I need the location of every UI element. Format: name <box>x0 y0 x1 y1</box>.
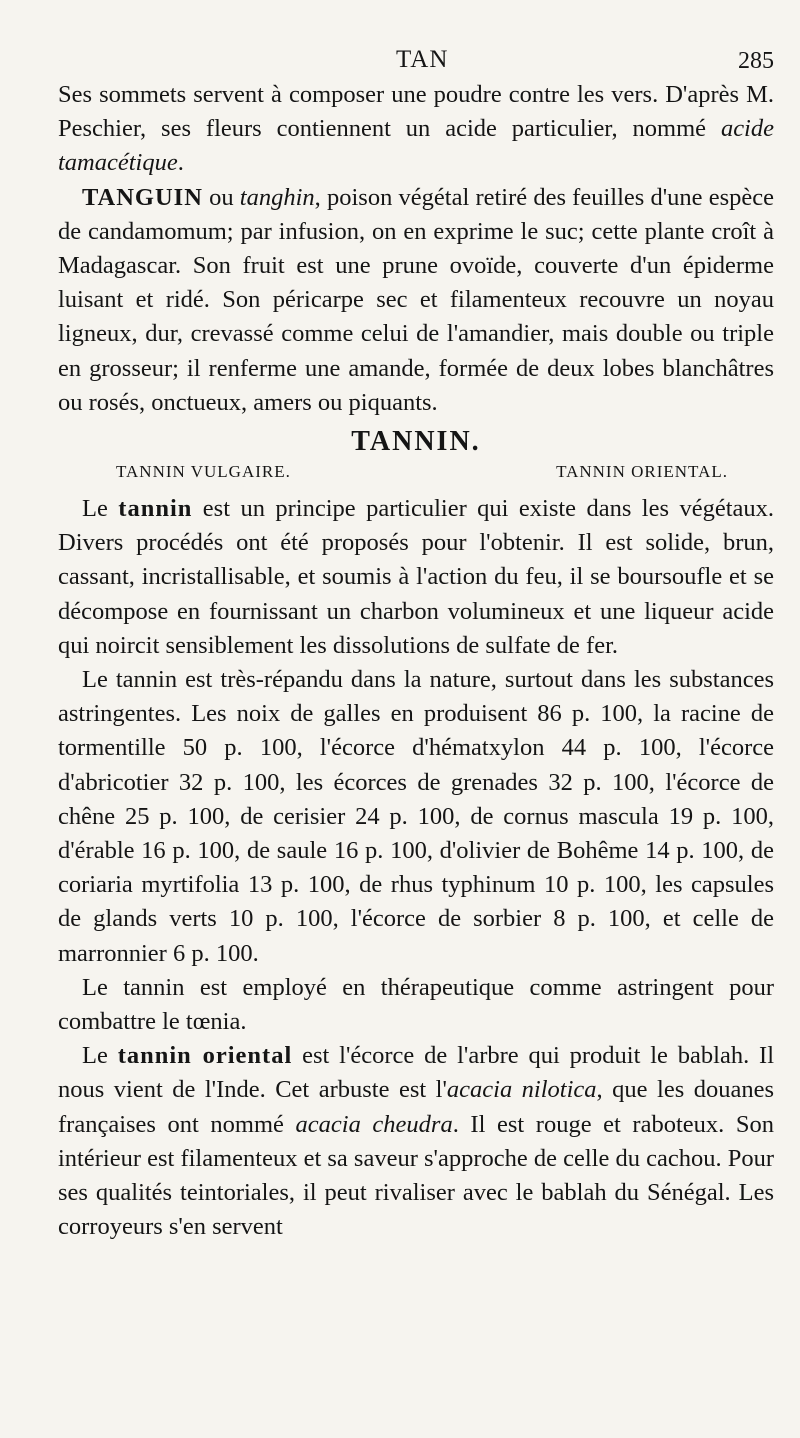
paragraph-tannin-oriental <box>58 1039 774 1244</box>
paragraph-tannin-therapy: Le tannin est employé en thérapeutique comme astringent pour combattre le tœnia. <box>58 973 774 1036</box>
section-heading: TANNIN. <box>351 426 481 458</box>
running-header <box>58 38 774 78</box>
para2-text-b: , poison végétal retiré des feuilles d'une espèce de candamomum; par infusion, on en exprime le suc; cette plante croît à Madagascar. Son fruit est une prune ovoïde, couverte d'un épiderme luisant et ridé. Son péricarpe sec et filamenteux recouvre un noyau ligneux, dur, crevassé comme celui de l'amandier, mais double ou triple en grosseur; il renferme une amande, formée de deux lobes blanchâtres ou rosés, onctueux, amers ou piquants. <box>58 183 774 416</box>
paragraph-tamacetique <box>58 78 774 181</box>
para6-text-c: , que les douanes françaises ont nommé <box>58 1076 775 1138</box>
para1-text-b: . <box>177 149 184 177</box>
para3-text-a: Le <box>82 495 119 523</box>
page-number: 285 <box>738 48 774 74</box>
para6-text-a: Le <box>82 1042 118 1070</box>
para6-italic-a: acacia nilotica <box>446 1076 597 1104</box>
paragraph-tanguin <box>58 181 774 420</box>
subheadings <box>116 462 728 482</box>
para6-text-d: . Il est rouge et raboteux. Son intérieur est filamenteux et sa saveur s'approche de celle du cachou. Pour ses qualités teintoriales, il peut rivaliser avec le bablah du Sénégal. Les corroyeurs s'en servent <box>58 1110 774 1241</box>
para2-text-a: ou <box>202 183 240 211</box>
para2-italic: tanghin <box>239 183 315 211</box>
entry-term-tanguin: TANGUIN <box>82 183 203 211</box>
para1-italic: acide tamacétique <box>58 115 774 177</box>
para6-text-b: est l'écorce de l'arbre qui produit le bablah. Il nous vient de l'Inde. Cet arbuste est l' <box>58 1042 774 1104</box>
paragraph-tannin-sources: Le tannin est très-répandu dans la nature, surtout dans les substances astringentes. Les noix de galles en produisent 86 p. 100, la racine de tormentille 50 p. 100, l'écorce d'hématxylon 44 p. 100, l'écorce d'abricotier 32 p. 100, les écorces de grenades 32 p. 100, l'écorce de chêne 25 p. 100, de cerisier 24 p. 100, de cornus mascula 19 p. 100, d'érable 16 p. 100, de saule 16 p. 100, d'olivier de Bohême 14 p. 100, de coriaria myrtifolia 13 p. 100, de rhus typhinum 10 p. 100, les capsules de glands verts 10 p. 100, l'écorce de sorbier 8 p. 100, et celle de marronnier 6 p. 100. <box>58 666 774 967</box>
subhead-left: TANNIN VULGAIRE. <box>116 462 291 482</box>
subhead-right: TANNIN ORIENTAL. <box>556 462 728 482</box>
running-title: TAN <box>396 46 449 73</box>
paragraph-tannin-definition <box>58 492 774 663</box>
entry-term-tannin: tannin <box>118 495 193 523</box>
para6-italic-b: acacia cheudra <box>295 1110 453 1138</box>
para3-text-b: est un principe particulier qui existe dans les végétaux. Divers procédés ont été proposés pour l'obtenir. Il est solide, brun, cassant, incristallisable, et soumis à l'action du feu, il se boursoufle et se décompose en fournissant un charbon volumineux et une liqueur acide qui noircit sensiblement les dissolutions de sulfate de fer. <box>58 495 775 659</box>
para1-text-a: Ses sommets servent à composer une poudre contre les vers. D'après M. Peschier, ses fleurs contiennent un acide particulier, nommé <box>58 81 774 143</box>
entry-term-tannin-oriental: tannin oriental <box>117 1042 293 1070</box>
